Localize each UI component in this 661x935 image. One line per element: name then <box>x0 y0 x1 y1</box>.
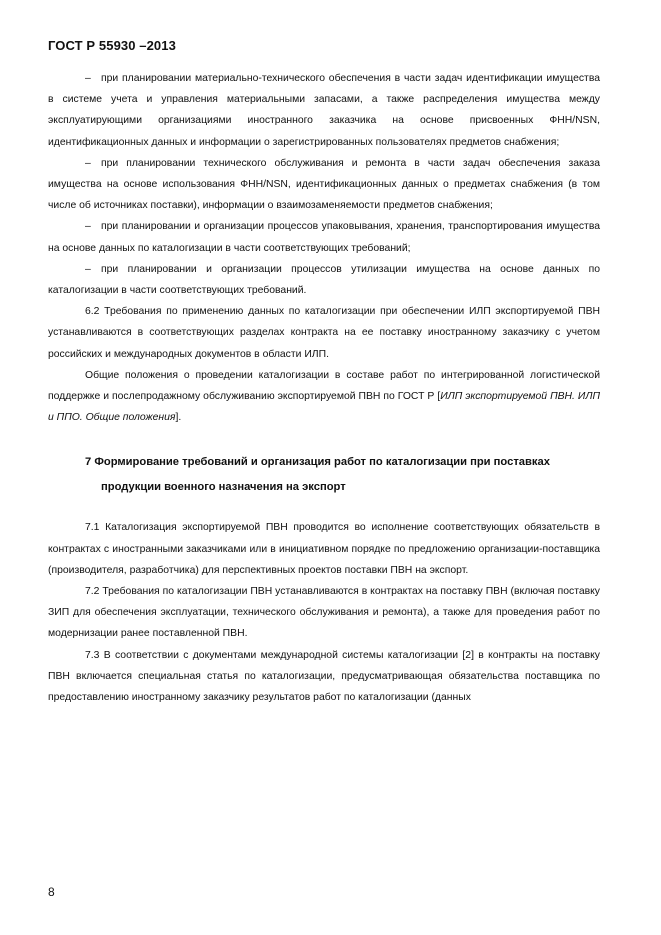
paragraph-7-3: 7.3 В соответствии с документами международной системы каталогизации [2] в контракты на поставку ПВН включается специальная статья по каталогизации, предусматривающая обязательства поставщика по предоставлению иностранному заказчику результатов работ по каталогизации (данных <box>48 649 600 704</box>
dash-marker: – <box>85 73 91 84</box>
list-item-text: при планировании и организации процессов упаковывания, хранения, транспортирования имущества на основе данных по каталогизации в части соответствующих требований; <box>48 221 600 254</box>
paragraph-general-provisions <box>48 365 600 429</box>
paragraph-6-2: 6.2 Требования по применению данных по каталогизации при обеспечении ИЛП экспортируемой ПВН устанавливаются в соответствующих разделах контракта на ее поставку иностранному заказчику с учетом российских и международных документов в области ИЛП. <box>48 306 600 360</box>
list-item-text: при планировании материально-технического обеспечения в части задач идентификации имущества в системе учета и управления материальными запасами, а также распределения имущества между эксплуатирующими организациями иностранного заказчика на основе присвоенных ФНН/NSN, идентификационных данных и информации о зарегистрированных пользователях предметов снабжения; <box>48 73 600 148</box>
dash-marker: – <box>85 263 91 275</box>
paragraph-7-2: 7.2 Требования по каталогизации ПВН устанавливаются в контрактах на поставку ПВН (включая поставку ЗИП для обеспечения эксплуатации, технического обслуживания и ремонта), а также для проведения работ по модернизации ранее поставленной ПВН. <box>48 586 600 640</box>
list-item <box>48 216 600 258</box>
list-item <box>48 259 600 301</box>
general-text-before: Общие положения о проведении каталогизации в составе работ по интегрированной логистической поддержке и послепродажному обслуживанию экспортируемой ПВН по ГОСТ Р [ <box>48 369 600 403</box>
referenced-standard-title: ИЛП экспортируемой ПВН. ИЛП и ППО. Общие положения <box>48 391 600 424</box>
section-7-heading-line2: продукции военного назначения на экспорт <box>101 481 346 494</box>
dash-marker: – <box>85 157 91 169</box>
general-text-after: ]. <box>175 412 182 424</box>
section-7-heading-line1: 7 Формирование требований и организация работ по каталогизации при поставках <box>85 456 550 469</box>
document-body <box>48 68 600 708</box>
dash-marker: – <box>85 221 91 233</box>
standard-header: ГОСТ Р 55930 –2013 <box>48 38 176 53</box>
list-item-text: при планировании технического обслуживания и ремонта в части задач обеспечения заказа имущества на основе использования ФНН/NSN, идентификационных данных о предметах снабжения (в том числе об источниках поставки), информации о взаимозаменяемости предметов снабжения; <box>48 157 600 212</box>
list-item <box>48 153 600 217</box>
page-number: 8 <box>48 885 55 899</box>
list-item <box>48 68 600 153</box>
paragraph-7-1: 7.1 Каталогизация экспортируемой ПВН проводится во исполнение соответствующих обязательств в контрактах с иностранными заказчиками или в инициативном порядке по предложению организации-поставщика (производителя, разработчика) для перспективных проектов поставки ПВН на экспорт. <box>48 522 600 576</box>
section-7-heading <box>48 450 600 500</box>
list-item-text: при планировании и организации процессов утилизации имущества на основе данных по каталогизации в части соответствующих требований. <box>48 263 600 297</box>
